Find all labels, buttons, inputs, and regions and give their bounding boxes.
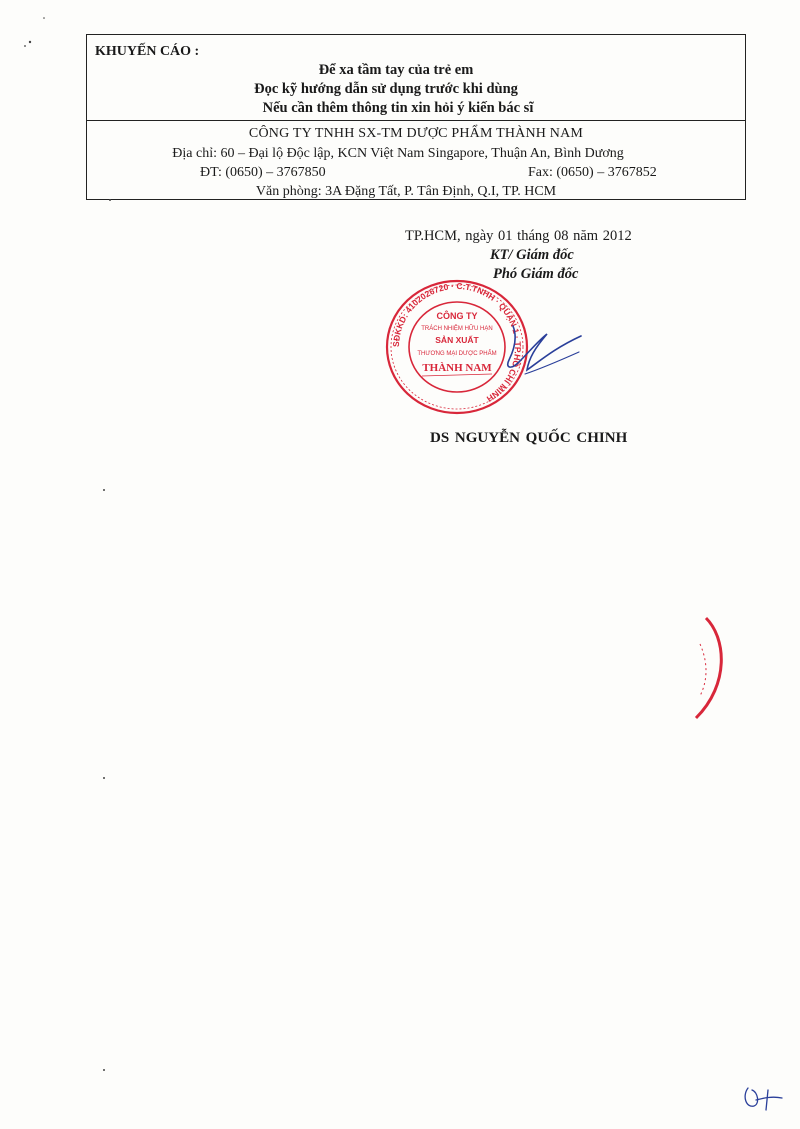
warning-line-children: Để xa tầm tay của trẻ em xyxy=(318,62,474,78)
company-name: CÔNG TY TNHH SX-TM DƯỢC PHẨM THÀNH NAM xyxy=(248,126,584,141)
company-address: Địa chỉ: 60 – Đại lộ Độc lập, KCN Việt Nam Singapore, Thuận An, Bình Dương xyxy=(172,146,624,161)
signing-date: TP.HCM, ngày 01 tháng 08 năm 2012 xyxy=(405,228,632,244)
seal-line-thanh-nam: THÀNH NAM xyxy=(422,362,492,374)
seal-ring-text: SĐKKD: 4102026720 · C.T.TNHH · QUẬN 1 · TP.HỒ CHÍ MINH xyxy=(390,280,524,405)
seal-line-company: CÔNG TY xyxy=(436,311,478,321)
company-phone: ĐT: (0650) – 3767850 xyxy=(200,165,326,180)
company-fax: Fax: (0650) – 3767852 xyxy=(528,165,657,180)
signer-name: DS NGUYỄN QUỐC CHINH xyxy=(430,430,628,446)
signer-title-deputy: Phó Giám đốc xyxy=(493,266,579,282)
warning-line-read-instructions: Đọc kỹ hướng dẫn sử dụng trước khi dùng xyxy=(254,81,518,97)
warning-line-ask-doctor: Nếu cần thêm thông tin xin hỏi ý kiến bác sĩ xyxy=(262,100,534,116)
seal-line-production: SẢN XUẤT xyxy=(435,335,479,345)
company-office: Văn phòng: 3A Đặng Tất, P. Tân Định, Q.I, TP. HCM xyxy=(255,184,557,199)
warning-title: KHUYẾN CÁO : xyxy=(95,44,200,59)
seal-line-trading: THƯƠNG MẠI DƯỢC PHẨM xyxy=(417,351,497,357)
seal-line-llc: TRÁCH NHIỆM HỮU HẠN xyxy=(421,326,493,332)
signer-title-director: KT/ Giám đốc xyxy=(490,247,574,263)
